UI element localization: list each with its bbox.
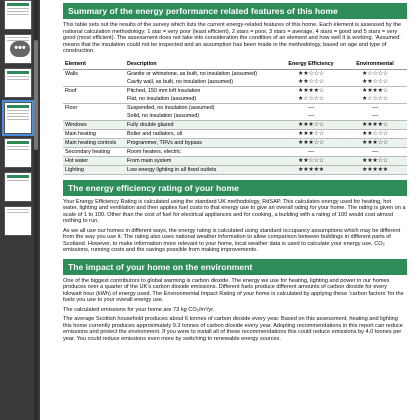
table-row bbox=[63, 112, 407, 121]
energy-rating-stars: ★★★★★ bbox=[279, 165, 343, 174]
element-cell: Main heating controls bbox=[63, 138, 125, 147]
energy-rating-stars: ★☆☆☆☆ bbox=[279, 95, 343, 104]
description-cell: Low energy lighting in all fixed outlets bbox=[125, 165, 279, 174]
description-cell: Granite or whinstone, as built, no insulation (assumed) bbox=[127, 70, 258, 77]
table-row bbox=[63, 78, 407, 87]
page-thumbnail[interactable] bbox=[4, 206, 32, 236]
description-cell: Pitched, 150 mm loft insulation bbox=[127, 87, 201, 94]
section-title-summary: Summary of the energy performance related features of this home bbox=[63, 3, 407, 19]
summary-intro: This table sets out the results of the survey which lists the current energy-related features of this home. Each element is assessed by the national calculation methodology; 1 star = very poor (least efficient), 2 stars = poor, 3 stars = average, 4 stars = good and 5 stars = very good (most efficient). The assessment does not take into consideration the condition of an element and how well it is working. ‘Assumed’ means that the insulation could not be inspected and an assumption has been made in the methodology, based on age and type of construction. bbox=[63, 22, 401, 54]
energy-rating-stars: ★★★★☆ bbox=[298, 87, 324, 94]
impact-emissions: The calculated emissions for your home are 73 kg CO₂/m²/yr. bbox=[63, 306, 215, 313]
page-thumbnail-selected[interactable] bbox=[4, 102, 32, 134]
element-cell: Windows bbox=[63, 120, 125, 129]
features-table bbox=[63, 59, 407, 175]
description-cell: Room heaters, electric bbox=[125, 147, 279, 156]
col-header-environmental: Environmental bbox=[343, 59, 407, 70]
description-cell: Boiler and radiators, oil bbox=[125, 129, 279, 138]
element-cell: Main heating bbox=[63, 129, 125, 138]
element-cell: Hot water bbox=[63, 156, 125, 165]
element-cell bbox=[63, 112, 125, 121]
environmental-rating-stars: ★☆☆☆☆ bbox=[343, 95, 407, 104]
description-cell: Flat, no insulation (assumed) bbox=[125, 95, 279, 104]
environmental-rating-stars: ★☆☆☆☆ bbox=[362, 70, 388, 77]
energy-rating-stars: — bbox=[308, 104, 314, 111]
description-cell: From main system bbox=[125, 156, 279, 165]
page-thumbnail[interactable] bbox=[4, 172, 32, 202]
energy-rating-stars: ★★★☆☆ bbox=[279, 138, 343, 147]
energy-rating-stars: ★★★☆☆ bbox=[279, 129, 343, 138]
element-cell bbox=[63, 78, 125, 87]
energy-rating-stars: ★★☆☆☆ bbox=[298, 70, 324, 77]
table-row bbox=[63, 165, 407, 174]
environmental-rating-stars: ★★★☆☆ bbox=[343, 138, 407, 147]
impact-paragraph-3: The average Scottish household produces about 6 tonnes of carbon dioxide every year. Based on this assessment, heating and lighting this home currently produces approximately 9.3 tonnes of carbon dioxide every year. Adopting recommendations in this report can reduce emissions and protect the environment. If you were to install all of these recommendations this could reduce emissions by 4.0 tonnes per year. You could reduce emissions even more by switching to renewable energy sources. bbox=[63, 316, 403, 342]
sidebar-scrollbar[interactable] bbox=[34, 0, 38, 420]
table-row bbox=[63, 95, 407, 104]
table-row bbox=[63, 86, 407, 95]
table-row bbox=[63, 120, 407, 129]
document-page bbox=[40, 0, 420, 420]
table-row bbox=[63, 156, 407, 165]
environmental-rating-stars: ★★★★☆ bbox=[362, 87, 388, 94]
element-cell: Lighting bbox=[63, 165, 125, 174]
environmental-rating-stars: — bbox=[343, 147, 407, 156]
energy-rating-stars: ★★☆☆☆ bbox=[279, 156, 343, 165]
environmental-rating-stars: ★★☆☆☆ bbox=[343, 78, 407, 87]
col-header-energy: Energy Efficiency bbox=[279, 59, 343, 70]
rating-paragraph-1: Your Energy Efficiency Rating is calculated using the standard UK methodology, RdSAP. This calculates energy used for heating, hot water, lighting and ventilation and then applies fuel costs to that energy use to give an overall rating for your home. The rating is given on a scale of 1 to 100. Other than the cost of fuel for electrical appliances and for cooking, a building with a rating of 100 would cost almost nothing to run. bbox=[63, 198, 406, 224]
col-header-description: Description bbox=[125, 59, 279, 70]
environmental-rating-stars: ★★☆☆☆ bbox=[343, 129, 407, 138]
section-title-rating: The energy efficiency rating of your home bbox=[63, 180, 407, 196]
element-cell: Secondary heating bbox=[63, 147, 125, 156]
environmental-rating-stars: ★★★★☆ bbox=[343, 120, 407, 129]
element-cell bbox=[63, 95, 125, 104]
environmental-rating-stars: ★★★★★ bbox=[343, 165, 407, 174]
description-cell: Fully double glazed bbox=[125, 120, 279, 129]
page-thumbnail[interactable] bbox=[4, 0, 32, 30]
environmental-rating-stars: — bbox=[343, 112, 407, 121]
table-row bbox=[63, 129, 407, 138]
table-row bbox=[63, 69, 407, 78]
description-cell: Cavity wall, as built, no insulation (assumed) bbox=[125, 78, 279, 87]
table-row bbox=[63, 138, 407, 147]
environmental-rating-stars: — bbox=[372, 104, 378, 111]
description-cell: Suspended, no insulation (assumed) bbox=[127, 104, 215, 111]
col-header-element: Element bbox=[63, 59, 125, 70]
energy-rating-stars: — bbox=[279, 112, 343, 121]
section-title-impact: The impact of your home on the environment bbox=[63, 259, 407, 275]
environmental-rating-stars: ★★★☆☆ bbox=[343, 156, 407, 165]
element-cell: Walls bbox=[65, 70, 78, 77]
energy-rating-stars: ★★☆☆☆ bbox=[279, 78, 343, 87]
description-cell: Solid, no insulation (assumed) bbox=[125, 112, 279, 121]
energy-rating-stars: — bbox=[279, 147, 343, 156]
table-row bbox=[63, 103, 407, 112]
more-options-button[interactable]: ••• bbox=[10, 41, 30, 57]
page-thumbnail[interactable] bbox=[4, 138, 32, 168]
energy-rating-stars: ★★★☆☆ bbox=[279, 120, 343, 129]
description-cell: Programmer, TRVs and bypass bbox=[125, 138, 279, 147]
thumbnail-sidebar bbox=[0, 0, 40, 420]
table-row bbox=[63, 147, 407, 156]
rating-paragraph-2: As we all use our homes in different ways, the energy rating is calculated using standard occupancy assumptions which may be different from the way you use it. The rating also uses national weather information to allow comparison between buildings in different parts of Scotland. However, to make information more relevant to your home, local weather data is used to calculate your energy use, CO₂ emissions, running costs and the savings possible from making improvements. bbox=[63, 227, 401, 253]
page-thumbnail[interactable] bbox=[4, 68, 32, 98]
impact-paragraph-1: One of the biggest contributors to global warming is carbon dioxide. The energy we use for heating, lighting and power in our homes produces over a quarter of the UK’s carbon dioxide emissions. Different fuels produce different amounts of carbon dioxide for every kilowatt hour (kWh) of energy used. The Environmental Impact Rating of your home is calculated by applying these ‘carbon factors’ for the fuels you use to your overall energy use. bbox=[63, 277, 404, 303]
element-cell: Roof bbox=[65, 87, 77, 94]
element-cell: Floor bbox=[65, 104, 78, 111]
